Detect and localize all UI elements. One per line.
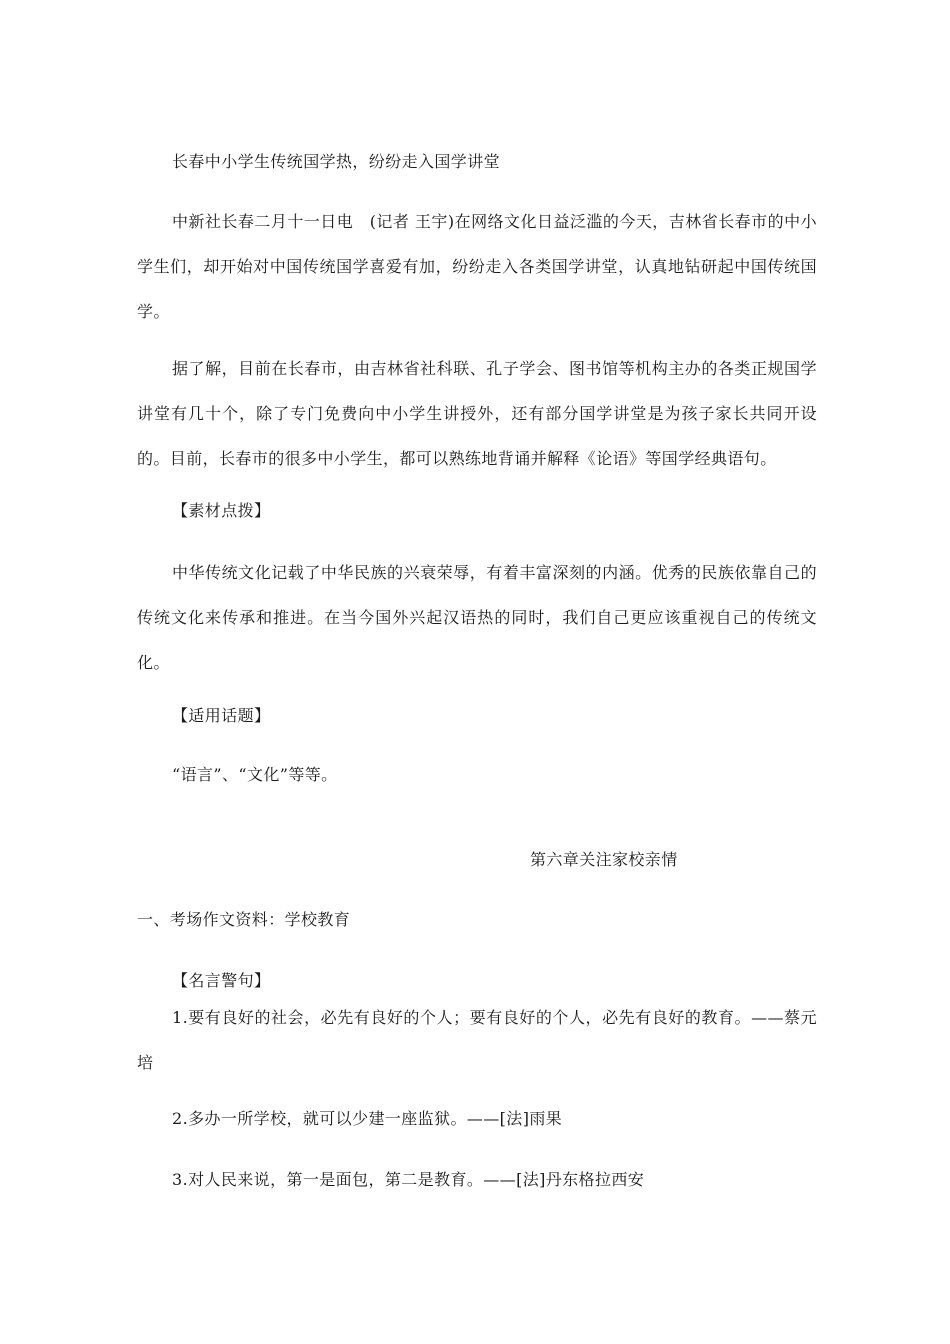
quote-3: 3.对人民来说，第一是面包，第二是教育。——[法]丹东格拉西安 xyxy=(172,1170,645,1189)
topics-text: “语言”、“文化”等等。 xyxy=(172,765,338,784)
article-paragraph-1: 中新社长春二月十一日电 (记者 王宇)在网络文化日益泛滥的今天，吉林省长春市的中小学生们，却开始对中国传统国学喜爱有加，纷纷走入各类国学讲堂，认真地钻研起中国传统国学。 xyxy=(137,212,817,321)
section-title: 一、考场作文资料：学校教育 xyxy=(137,910,351,929)
quote-2: 2.多办一所学校，就可以少建一座监狱。——[法]雨果 xyxy=(172,1109,563,1128)
topics-heading: 【适用话题】 xyxy=(172,706,271,725)
article-title: 长春中小学生传统国学热，纷纷走入国学讲堂 xyxy=(172,152,501,171)
quotes-heading: 【名言警句】 xyxy=(172,971,271,990)
quote-1: 1.要有良好的社会，必先有良好的个人；要有良好的个人，必先有良好的教育。——蔡元培 xyxy=(137,1008,817,1072)
article-paragraph-2: 据了解，目前在长春市，由吉林省社科联、孔子学会、图书馆等机构主办的各类正规国学讲堂有几十个，除了专门免费向中小学生讲授外，还有部分国学讲堂是为孩子家长共同开设的。目前，长春市的很多中小学生，都可以熟练地背诵并解释《论语》等国学经典语句。 xyxy=(137,359,817,468)
material-paragraph: 中华传统文化记载了中华民族的兴衰荣辱，有着丰富深刻的内涵。优秀的民族依靠自己的传统文化来传承和推进。在当今国外兴起汉语热的同时，我们自己更应该重视自己的传统文化。 xyxy=(137,563,817,672)
material-heading: 【素材点拨】 xyxy=(172,501,271,520)
chapter-title: 第六章关注家校亲情 xyxy=(530,850,678,869)
